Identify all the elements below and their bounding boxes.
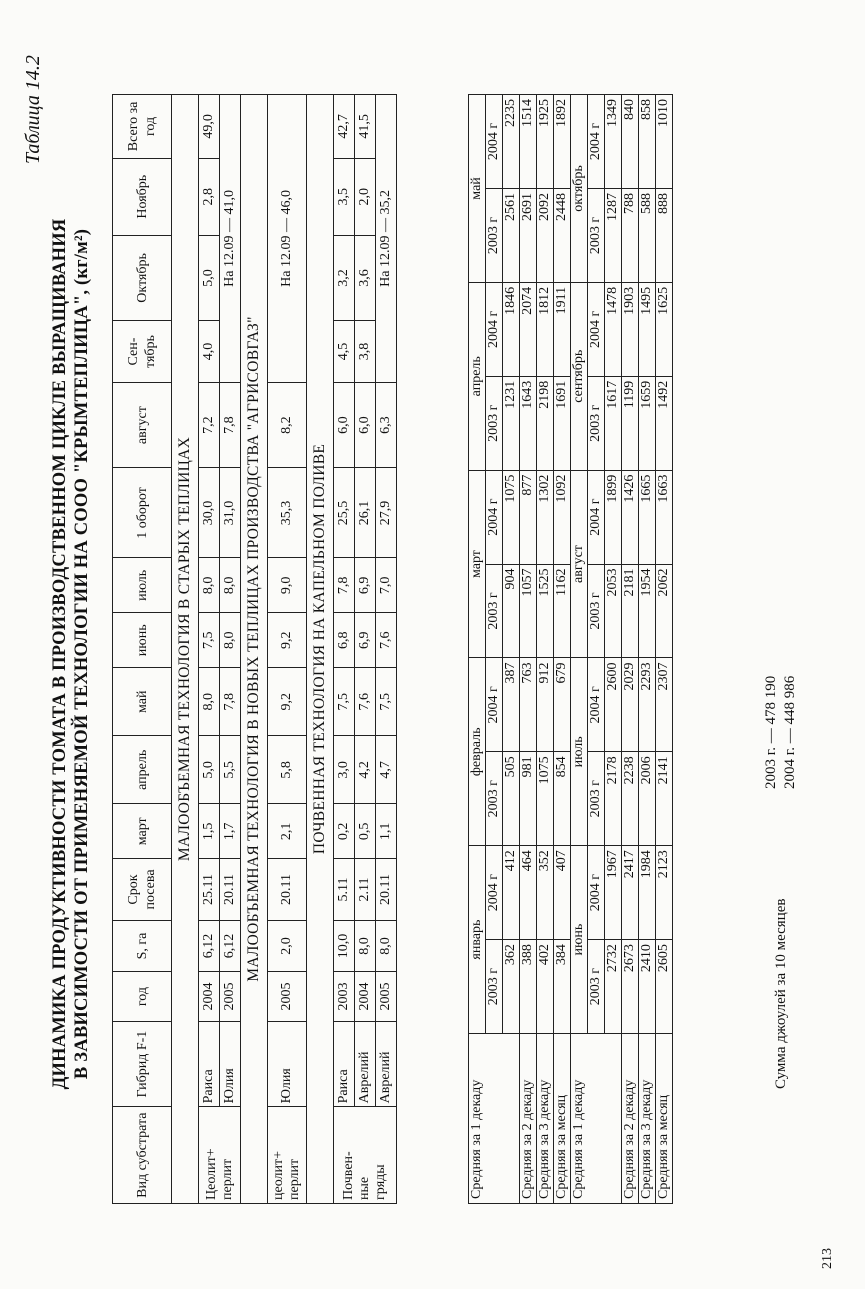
substrate-line: цеолит+ [271, 1150, 286, 1200]
data-cell: 8,2 [268, 382, 307, 468]
data-cell: 2,8 [199, 158, 220, 235]
value-cell: 1162 [554, 564, 571, 658]
data-cell: 25.11 [199, 859, 220, 920]
value-cell: 1075 [537, 752, 554, 846]
value-cell: 2235 [503, 95, 520, 189]
value-cell: 2074 [520, 282, 537, 376]
value-cell: 1426 [622, 470, 639, 564]
header-cell: Вид субстрата [113, 1107, 172, 1204]
year-header: 2003 г [588, 564, 605, 658]
section-title: МАЛООБЪЕМНАЯ ТЕХНОЛОГИЯ В НОВЫХ ТЕПЛИЦАХ ПРОИЗВОДСТВА "АГРИСОВГАЗ" [241, 95, 268, 1204]
year-header: 2003 г [486, 940, 503, 1034]
data-cell: 6,3 [376, 382, 397, 468]
month-header: май [469, 95, 486, 283]
value-cell: 2178 [605, 752, 622, 846]
value-cell: 1349 [605, 95, 622, 189]
data-cell: 20.11 [268, 859, 307, 920]
value-cell: 412 [503, 846, 520, 940]
data-cell: 8,0 [199, 558, 220, 613]
value-cell: 387 [503, 658, 520, 752]
header-cell: Октябрь [113, 235, 172, 321]
data-cell: 5,0 [199, 235, 220, 321]
data-cell: Аврелий [376, 1021, 397, 1107]
value-cell: 362 [503, 940, 520, 1034]
data-cell: Юлия [220, 1021, 241, 1107]
footer-total-2003: 2003 г. — 478 190 [763, 675, 779, 789]
header-cell: Всего за год [113, 95, 172, 159]
value-cell: 912 [537, 658, 554, 752]
month-header: июнь [571, 846, 588, 1034]
table-row [199, 95, 220, 1204]
data-cell: 41,5 [355, 95, 376, 159]
value-cell: 2732 [605, 940, 622, 1034]
value-cell: 1903 [622, 282, 639, 376]
substrate-line: перлит [219, 1158, 235, 1200]
data-cell: 2005 [376, 972, 397, 1021]
value-cell: 1492 [656, 376, 673, 470]
value-cell: 981 [520, 752, 537, 846]
month-header: февраль [469, 658, 486, 846]
value-cell: 2561 [503, 188, 520, 282]
value-cell: 2238 [622, 752, 639, 846]
data-cell: 4,2 [355, 736, 376, 804]
value-cell: 1287 [605, 188, 622, 282]
substrate-cell [334, 1107, 397, 1204]
value-cell: 384 [554, 940, 571, 1034]
year-header: 2003 г [486, 188, 503, 282]
year-header: 2003 г [588, 188, 605, 282]
data-cell: 4,0 [199, 321, 220, 382]
table-row [376, 95, 397, 1204]
header-cell: июль [113, 558, 172, 613]
header-cell: май [113, 668, 172, 736]
section-title: ПОЧВЕННАЯ ТЕХНОЛОГИЯ НА КАПЕЛЬНОМ ПОЛИВЕ [307, 95, 334, 1204]
value-cell: 2600 [605, 658, 622, 752]
data-cell: Юлия [268, 1021, 307, 1107]
value-cell: 2605 [656, 940, 673, 1034]
data-cell: 8,0 [355, 920, 376, 972]
value-cell: 840 [622, 95, 639, 189]
data-cell: 7,0 [376, 558, 397, 613]
data-cell: 1,7 [220, 804, 241, 859]
value-cell: 1954 [639, 564, 656, 658]
value-cell: 1812 [537, 282, 554, 376]
data-cell: 4,5 [334, 321, 355, 382]
year-header: 2003 г [588, 752, 605, 846]
value-cell: 1514 [520, 95, 537, 189]
value-cell: 1899 [605, 470, 622, 564]
header-cell: 1 оборот [113, 468, 172, 558]
data-cell: 6,12 [199, 920, 220, 972]
data-cell: 3,0 [334, 736, 355, 804]
month-header: октябрь [571, 95, 588, 283]
data-cell: 2004 [355, 972, 376, 1021]
data-cell: 9,2 [268, 668, 307, 736]
data-cell: 9,0 [268, 558, 307, 613]
year-header: 2003 г [486, 376, 503, 470]
table-label: Таблица 14.2 [22, 55, 44, 164]
value-cell: 1302 [537, 470, 554, 564]
year-header: 2003 г [486, 752, 503, 846]
data-cell: 2005 [220, 972, 241, 1021]
value-cell: 2417 [622, 846, 639, 940]
value-cell: 2691 [520, 188, 537, 282]
data-cell: 49,0 [199, 95, 220, 159]
year-header: 2004 г [486, 470, 503, 564]
substrate-cell [268, 1107, 307, 1204]
data-cell: 7,2 [199, 382, 220, 468]
data-cell: 6,8 [334, 613, 355, 668]
value-cell: 2448 [554, 188, 571, 282]
section2-body [268, 95, 307, 1204]
data-cell: 6,0 [355, 382, 376, 468]
value-cell: 407 [554, 846, 571, 940]
data-cell: 7,5 [199, 613, 220, 668]
data-cell: 1,5 [199, 804, 220, 859]
table-row [622, 95, 639, 1204]
value-cell: 2092 [537, 188, 554, 282]
table-row [656, 95, 673, 1204]
table-title-line2: В ЗАВИСИМОСТИ ОТ ПРИМЕНЯЕМОЙ ТЕХНОЛОГИИ НА СООО "КРЫМТЕПЛИЦА", (кг/м²) [72, 228, 92, 1080]
row-label: Средняя за 2 декаду [520, 1034, 537, 1204]
value-cell: 1478 [605, 282, 622, 376]
value-cell: 2029 [622, 658, 639, 752]
value-cell: 588 [639, 188, 656, 282]
year-header: 2004 г [588, 282, 605, 376]
value-cell: 2293 [639, 658, 656, 752]
value-cell: 788 [622, 188, 639, 282]
value-cell: 858 [639, 95, 656, 189]
value-cell: 1984 [639, 846, 656, 940]
year-header: 2004 г [486, 846, 503, 940]
value-cell: 1643 [520, 376, 537, 470]
table-row [334, 95, 355, 1204]
joules-block-2 [571, 95, 673, 1204]
header-cell: июнь [113, 613, 172, 668]
data-cell: 3,6 [355, 235, 376, 321]
table-row [355, 95, 376, 1204]
value-cell: 388 [520, 940, 537, 1034]
table-row [220, 95, 241, 1204]
value-cell: 464 [520, 846, 537, 940]
value-cell: 2181 [622, 564, 639, 658]
data-cell: 6,9 [355, 558, 376, 613]
year-header: 2003 г [588, 940, 605, 1034]
month-header: апрель [469, 282, 486, 470]
header-cell: август [113, 382, 172, 468]
value-cell: 1967 [605, 846, 622, 940]
data-cell: Раиса [199, 1021, 220, 1107]
header-cell: Срок посева [113, 859, 172, 920]
data-cell: 1,1 [376, 804, 397, 859]
data-cell: 3,5 [334, 158, 355, 235]
data-cell: 10,0 [334, 920, 355, 972]
data-cell: 8,0 [199, 668, 220, 736]
data-cell: 4,7 [376, 736, 397, 804]
table-row [639, 95, 656, 1204]
value-cell: 1665 [639, 470, 656, 564]
header-cell: Ноябрь [113, 158, 172, 235]
data-cell: 26,1 [355, 468, 376, 558]
year-header: 2004 г [588, 658, 605, 752]
year-header: 2004 г [486, 95, 503, 189]
data-cell: 7,5 [376, 668, 397, 736]
month-header: март [469, 470, 486, 658]
section-band [241, 95, 268, 1204]
value-cell: 2123 [656, 846, 673, 940]
data-cell: 20.11 [220, 859, 241, 920]
value-cell: 1495 [639, 282, 656, 376]
header-cell: март [113, 804, 172, 859]
section3-body [334, 95, 397, 1204]
month-header: сентябрь [571, 282, 588, 470]
data-cell: 2005 [268, 972, 307, 1021]
row-label: Средняя за 1 декаду [571, 1034, 622, 1204]
header-cell: год [113, 972, 172, 1021]
section1-body [199, 95, 241, 1204]
year-header: 2003 г [588, 376, 605, 470]
row-label: Средняя за месяц [656, 1034, 673, 1204]
data-cell: 5.11 [334, 859, 355, 920]
substrate-line: Цеолит+ [203, 1148, 219, 1200]
value-cell: 2141 [656, 752, 673, 846]
value-cell: 763 [520, 658, 537, 752]
row-label: Средняя за месяц [554, 1034, 571, 1204]
value-cell: 1925 [537, 95, 554, 189]
section-band [307, 95, 334, 1204]
substrate-line: перлит [287, 1158, 302, 1200]
data-cell: 2,0 [355, 158, 376, 235]
harvest-note: На 12.09 — 46,0 [268, 95, 307, 383]
year-header: 2004 г [588, 470, 605, 564]
substrate-line: гряды [373, 1164, 388, 1200]
table-row [554, 95, 571, 1204]
joules-block-1 [469, 95, 571, 1204]
value-cell: 888 [656, 188, 673, 282]
value-cell: 2053 [605, 564, 622, 658]
value-cell: 854 [554, 752, 571, 846]
data-cell: Аврелий [355, 1021, 376, 1107]
data-cell: 7,8 [220, 668, 241, 736]
page-number: 213 [820, 1248, 835, 1269]
value-cell: 1617 [605, 376, 622, 470]
data-cell: 30,0 [199, 468, 220, 558]
header-row [113, 95, 172, 1204]
year-header: 2004 г [486, 658, 503, 752]
value-cell: 2673 [622, 940, 639, 1034]
value-cell: 1525 [537, 564, 554, 658]
value-cell: 1911 [554, 282, 571, 376]
data-cell: 2004 [199, 972, 220, 1021]
table-row [268, 95, 307, 1204]
month-header: август [571, 470, 588, 658]
data-cell: 7,6 [355, 668, 376, 736]
table-title-line1: ДИНАМИКА ПРОДУКТИВНОСТИ ТОМАТА В ПРОИЗВОДСТВЕННОМ ЦИКЛЕ ВЫРАЩИВАНИЯ [50, 218, 70, 1090]
value-cell: 679 [554, 658, 571, 752]
year-header: 2004 г [588, 846, 605, 940]
data-cell: Раиса [334, 1021, 355, 1107]
value-cell: 1010 [656, 95, 673, 189]
row-label: Средняя за 1 декаду [469, 1034, 520, 1204]
value-cell: 2006 [639, 752, 656, 846]
data-cell: 25,5 [334, 468, 355, 558]
data-cell: 8,0 [220, 558, 241, 613]
data-cell: 2.11 [355, 859, 376, 920]
footer-label: Сумма джоулей за 10 месяцев [773, 898, 789, 1089]
data-cell: 5,0 [199, 736, 220, 804]
value-cell: 1691 [554, 376, 571, 470]
data-cell: 7,8 [334, 558, 355, 613]
year-header: 2003 г [486, 564, 503, 658]
value-cell: 904 [503, 564, 520, 658]
substrate-line: Почвен- [341, 1151, 356, 1200]
harvest-note: На 12.09 — 35,2 [376, 95, 397, 383]
data-cell: 42,7 [334, 95, 355, 159]
value-cell: 1057 [520, 564, 537, 658]
month-header: июль [571, 658, 588, 846]
data-cell: 31,0 [220, 468, 241, 558]
footer-total-2004: 2004 г. — 448 986 [782, 675, 798, 789]
value-cell: 2062 [656, 564, 673, 658]
month-header: январь [469, 846, 486, 1034]
data-cell: 2,0 [268, 920, 307, 972]
section-title: МАЛООБЪЕМНАЯ ТЕХНОЛОГИЯ В СТАРЫХ ТЕПЛИЦАХ [172, 95, 199, 1204]
value-cell: 1092 [554, 470, 571, 564]
data-cell: 3,2 [334, 235, 355, 321]
section-band [172, 95, 199, 1204]
header-cell: апрель [113, 736, 172, 804]
substrate-line: ные [357, 1176, 372, 1200]
data-cell: 0,5 [355, 804, 376, 859]
row-label: Средняя за 2 декаду [622, 1034, 639, 1204]
data-cell: 9,2 [268, 613, 307, 668]
data-cell: 7,5 [334, 668, 355, 736]
value-cell: 1892 [554, 95, 571, 189]
value-cell: 1199 [622, 376, 639, 470]
table-row [537, 95, 554, 1204]
data-cell: 5,5 [220, 736, 241, 804]
value-cell: 2198 [537, 376, 554, 470]
header-cell: Сен-тябрь [113, 321, 172, 382]
value-cell: 352 [537, 846, 554, 940]
value-cell: 1663 [656, 470, 673, 564]
data-cell: 6,12 [220, 920, 241, 972]
data-cell: 27,9 [376, 468, 397, 558]
value-cell: 1625 [656, 282, 673, 376]
data-cell: 8,0 [376, 920, 397, 972]
data-cell: 6,9 [355, 613, 376, 668]
data-cell: 2003 [334, 972, 355, 1021]
value-cell: 2410 [639, 940, 656, 1034]
data-cell: 7,8 [220, 382, 241, 468]
value-cell: 402 [537, 940, 554, 1034]
value-cell: 505 [503, 752, 520, 846]
productivity-table [112, 94, 397, 1204]
year-header: 2004 г [486, 282, 503, 376]
data-cell: 0,2 [334, 804, 355, 859]
header-cell: S, га [113, 920, 172, 972]
year-header: 2004 г [588, 95, 605, 189]
data-cell: 8,0 [220, 613, 241, 668]
value-cell: 2307 [656, 658, 673, 752]
table-row [520, 95, 537, 1204]
value-cell: 1659 [639, 376, 656, 470]
month-row [469, 95, 486, 1204]
data-cell: 35,3 [268, 468, 307, 558]
row-label: Средняя за 3 декаду [639, 1034, 656, 1204]
harvest-note: На 12.09 — 41,0 [220, 95, 241, 383]
row-label: Средняя за 3 декаду [537, 1034, 554, 1204]
value-cell: 1231 [503, 376, 520, 470]
data-cell: 20.11 [376, 859, 397, 920]
header-cell: Гибрид F-1 [113, 1021, 172, 1107]
value-cell: 1846 [503, 282, 520, 376]
value-cell: 1075 [503, 470, 520, 564]
value-cell: 877 [520, 470, 537, 564]
data-cell: 3,8 [355, 321, 376, 382]
data-cell: 6,0 [334, 382, 355, 468]
data-cell: 7,6 [376, 613, 397, 668]
data-cell: 5,8 [268, 736, 307, 804]
month-row [571, 95, 588, 1204]
data-cell: 2,1 [268, 804, 307, 859]
joules-table [468, 94, 673, 1204]
substrate-cell [199, 1107, 241, 1204]
